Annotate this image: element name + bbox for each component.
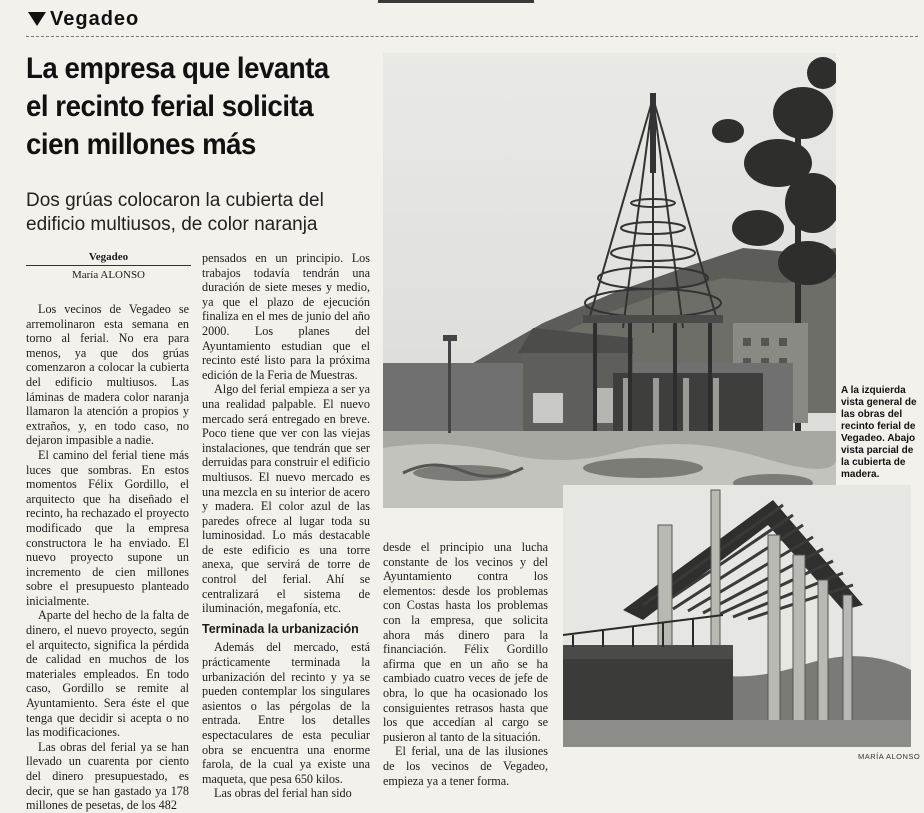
photo-caption: A la izquierda vista general de las obras del recinto ferial de Vegadeo. Abajo vista parcial de la cubierta de madera. — [841, 385, 917, 480]
top-edge-bar — [378, 0, 534, 3]
subsection-title: Terminada la urbanización — [202, 621, 359, 636]
headline: La empresa que levanta el recinto ferial solicita cien millones más — [26, 52, 329, 161]
paragraph: El camino del ferial tiene más luces que sombras. En estos momentos Félix Gordillo, el arquitecto que ha diseñado el recinto, ha rechazado el proyecto modificado que la empresa constructora le ha enviado. El nuevo proyecto supone un incremento de cien millones sobre el presupuesto planteado inicialmente. — [26, 447, 189, 608]
photo-credit: MARÍA ALONSO — [858, 752, 921, 761]
triangle-icon — [28, 12, 46, 26]
section-rule — [26, 36, 918, 37]
paragraph: Algo del ferial empieza a ser ya una realidad palpable. El nuevo mercado será entregado en breve. Poco tiene que ver con las viejas instalaciones, que tendrán que ser derruidas para construir el edificio multiusos. El nuevo mercado es una mezcla en su interior de acero y madera. El color azul de las paredes ofrece al lugar toda su luminosidad. Lo más destacable de este edificio es una torre anexa, que servirá de torre de control del ferial. Ahí se centralizará el sistema de iluminación, megafonía, etc. — [202, 382, 370, 616]
section-title: Vegadeo — [50, 8, 140, 30]
byline — [26, 251, 191, 281]
paragraph: Las obras del ferial han sido — [214, 786, 352, 801]
byline-place: Vegadeo — [26, 251, 191, 266]
photo-wooden-roof — [563, 485, 911, 747]
paragraph: Las obras del ferial ya se han llevado un cuarenta por ciento del dinero presupuestado, es decir, que se han gastado ya 178 millones de pesetas, de los 482 — [26, 739, 189, 813]
paragraph: El ferial, una de las ilusiones de los vecinos de Vegadeo, empieza ya a tener forma. — [383, 744, 548, 788]
article-column-1 — [26, 302, 189, 813]
paragraph: pensados en un principio. Los trabajos todavía tendrán una duración de siete meses y medio, ya que el plazo de ejecución finaliza en el mes de junio del año 2000. Los planes del Ayuntamiento estudian que el recinto esté listo para la próxima edición de la Feria de Muestras. — [202, 251, 370, 382]
roof-photo-illustration — [563, 485, 911, 747]
paragraph: Los vecinos de Vegadeo se arremolinaron esta semana en torno al ferial. No era para menos, ya que dos grúas comenzaron a colocar la cubierta del edificio multiusos. Las láminas de madera color naranja llamaron la atención a propios y extraños, y, en todo caso, no dejaron impasible a nadie. — [26, 302, 189, 448]
paragraph: Además del mercado, está prácticamente terminada la urbanización del recinto y ya se pueden contemplar los singulares asientos o las pérgolas de la entrada. Entre los detalles espectaculares de esta peculiar obra se encuentra una enorme farola, de la cual ya existe una maqueta, que pesa 650 kilos. — [202, 640, 370, 786]
article-column-2 — [202, 251, 370, 801]
construction-photo-illustration — [383, 53, 836, 508]
paragraph: desde el principio una lucha constante de los vecinos y del Ayuntamiento contra los elementos: desde los problemas con Costas hasta los problemas con la empresa, que solicita ahora más dinero para la financiación. Félix Gordillo afirma que en un año se ha cambiado cuatro veces de jefe de obra, lo que ha ocasionado los consiguientes retrasos hasta que los que accedían al cargo se pusieron al tanto de la situación. — [383, 540, 548, 744]
paragraph: Aparte del hecho de la falta de dinero, el nuevo proyecto, según el arquitecto, significa la pérdida de calidad en muchos de los materiales empleados. En todo caso, Gordillo se remite al Ayuntamiento. Sera éste el que tenga que decidir si acepta o no las modificaciones. — [26, 608, 189, 740]
section-header — [28, 8, 139, 31]
photo-construction-overview — [383, 53, 836, 508]
article-column-3 — [383, 540, 548, 788]
byline-author: María ALONSO — [71, 269, 146, 281]
subheadline: Dos grúas colocaron la cubierta del edificio multiusos, de color naranja — [26, 190, 324, 235]
